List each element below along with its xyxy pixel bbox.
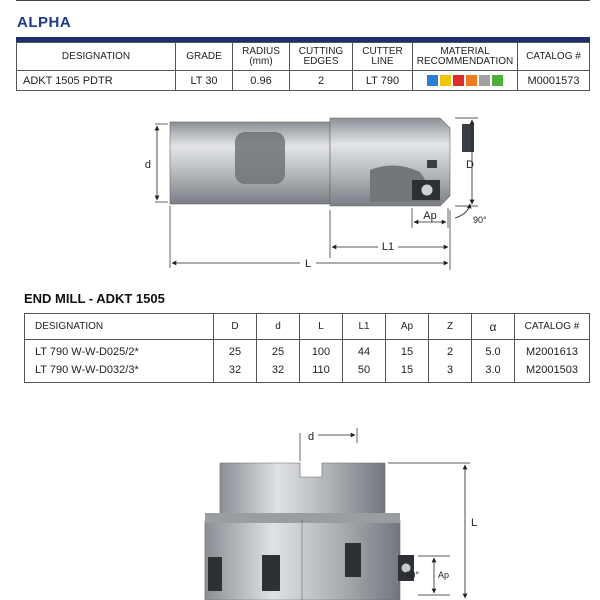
cell-L: 100 <box>300 340 343 362</box>
label-L: L <box>471 517 478 529</box>
col-line <box>353 43 413 71</box>
col-designation: DESIGNATION <box>17 43 176 71</box>
col-grade: GRADE <box>176 43 233 71</box>
label-L: L <box>304 258 312 270</box>
col-edges <box>290 43 353 71</box>
label-L1: L1 <box>381 241 395 253</box>
material-swatch-1 <box>440 75 451 86</box>
top-rule <box>16 0 590 1</box>
insert-2 <box>262 555 280 591</box>
insert-1 <box>208 557 222 591</box>
cell-material <box>413 71 518 91</box>
cell-Ap: 15 <box>386 340 429 362</box>
col-material-line1: MATERIAL <box>440 45 490 57</box>
col-edges-line2: EDGES <box>303 55 339 67</box>
col-material-line2: RECOMMENDATION <box>416 55 514 67</box>
cell-Z: 3 <box>429 361 472 383</box>
insert-table-row <box>17 71 590 91</box>
label-angle: 90° <box>405 570 419 580</box>
cell-designation: ADKT 1505 PDTR <box>17 71 176 91</box>
col-catalog: CATALOG # <box>515 314 590 340</box>
cell-d: 25 <box>257 340 300 362</box>
col-alpha: α <box>472 314 515 340</box>
col-L1: L1 <box>343 314 386 340</box>
cell-edges: 2 <box>290 71 353 91</box>
label-d: d <box>144 159 151 171</box>
cell-grade: LT 30 <box>176 71 233 91</box>
brand-title: ALPHA <box>17 14 72 31</box>
col-edges-line1: CUTTING <box>298 45 344 57</box>
cell-d: 32 <box>257 361 300 383</box>
end-mill-header <box>25 314 590 340</box>
material-swatch-0 <box>427 75 438 86</box>
hub <box>220 463 385 515</box>
label-Ap: Ap <box>438 570 450 580</box>
col-line-line2: LINE <box>371 55 394 67</box>
insert-3 <box>345 543 361 577</box>
screw-top <box>427 160 437 168</box>
cell-alpha: 5.0 <box>472 340 515 362</box>
cell-alpha: 3.0 <box>472 361 515 383</box>
cell-L1: 50 <box>343 361 386 383</box>
cell-D: 25 <box>214 340 257 362</box>
material-swatches <box>413 75 517 86</box>
body <box>205 520 400 600</box>
cell-line: LT 790 <box>353 71 413 91</box>
cell-catalog: M0001573 <box>518 71 590 91</box>
col-radius-line1: RADIUS <box>242 45 280 57</box>
cell-D: 32 <box>214 361 257 383</box>
cell-catalog: M2001503 <box>515 361 590 383</box>
end-mill-table <box>24 313 590 383</box>
col-catalog: CATALOG # <box>518 43 590 71</box>
cell-L1: 44 <box>343 340 386 362</box>
cell-Z: 2 <box>429 340 472 362</box>
insert-table <box>16 42 590 91</box>
table-row <box>25 361 590 383</box>
face-mill-drawing <box>0 425 600 600</box>
collar <box>205 513 400 523</box>
flute-1 <box>235 132 285 184</box>
section-title: END MILL - ADKT 1505 <box>24 291 165 306</box>
cell-radius: 0.96 <box>233 71 290 91</box>
end-mill-drawing <box>0 110 600 270</box>
material-swatch-2 <box>453 75 464 86</box>
col-designation: DESIGNATION <box>25 314 214 340</box>
col-line-line1: CUTTER <box>362 45 403 57</box>
col-d: d <box>257 314 300 340</box>
col-Z: Z <box>429 314 472 340</box>
cell-catalog: M2001613 <box>515 340 590 362</box>
label-angle: 90° <box>473 215 487 225</box>
label-D: D <box>466 159 474 171</box>
col-L: L <box>300 314 343 340</box>
cell-Ap: 15 <box>386 361 429 383</box>
insert-table-header <box>17 43 590 71</box>
col-material <box>413 43 518 71</box>
cell-designation: LT 790 W-W-D025/2* <box>25 340 214 362</box>
label-Ap: Ap <box>423 210 437 222</box>
table-row <box>25 340 590 362</box>
col-D: D <box>214 314 257 340</box>
label-d: d <box>308 431 315 443</box>
cell-L: 110 <box>300 361 343 383</box>
cell-designation: LT 790 W-W-D032/3* <box>25 361 214 383</box>
material-swatch-5 <box>492 75 503 86</box>
material-swatch-3 <box>466 75 477 86</box>
material-swatch-4 <box>479 75 490 86</box>
col-radius <box>233 43 290 71</box>
col-radius-line2: (mm) <box>249 55 273 67</box>
col-Ap: Ap <box>386 314 429 340</box>
insert-screw <box>421 184 433 196</box>
